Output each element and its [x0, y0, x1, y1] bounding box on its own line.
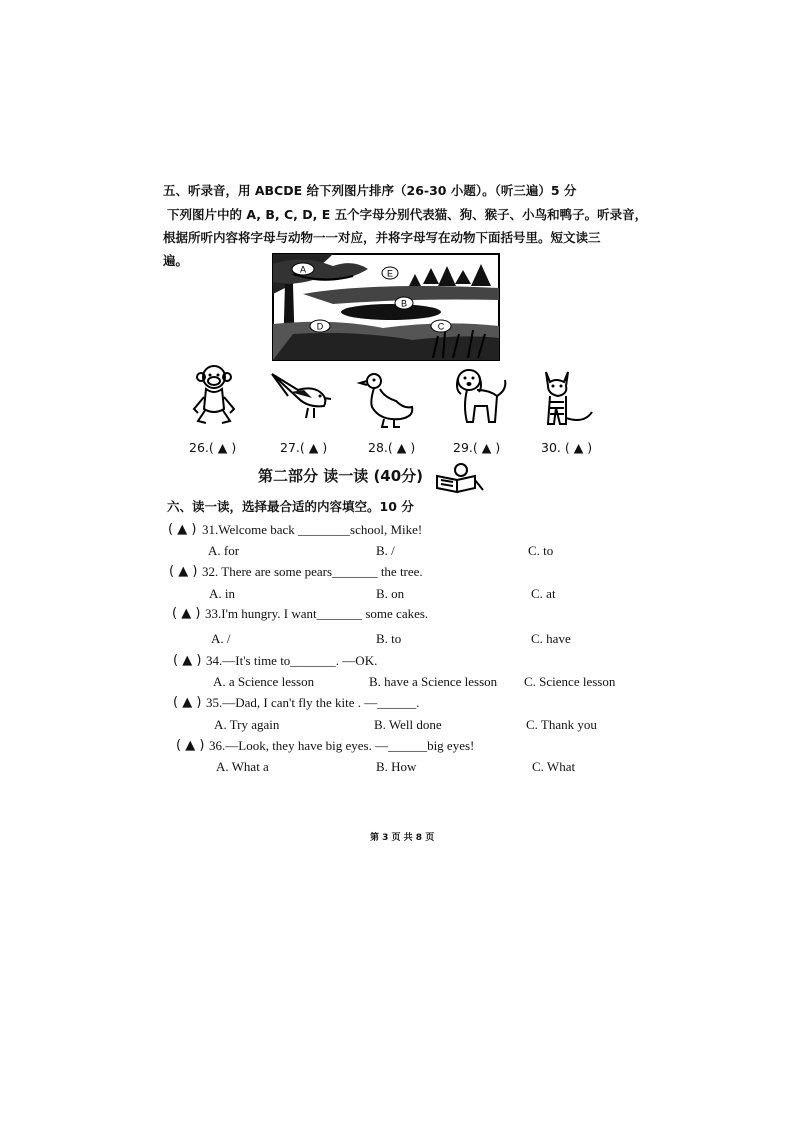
scene-letter-d: D — [316, 321, 324, 332]
item-26-answer[interactable]: 26.( ▲ ) — [189, 440, 237, 455]
q31-option-b[interactable]: B. / — [376, 543, 395, 558]
q31-option-c[interactable]: C. to — [528, 543, 554, 558]
q35-option-c[interactable]: C. Thank you — [526, 717, 597, 732]
q36-option-c[interactable]: C. What — [532, 759, 576, 774]
scene-letter-e: E — [386, 268, 394, 279]
q34-option-a[interactable]: A. a Science lesson — [213, 674, 315, 689]
bird-icon — [268, 368, 332, 420]
q32-mark[interactable]: ( ▲ ) — [169, 564, 198, 579]
q32-option-b[interactable]: B. on — [376, 586, 405, 601]
q35-mark[interactable]: ( ▲ ) — [173, 695, 202, 710]
item-27-answer[interactable]: 27.( ▲ ) — [280, 440, 328, 455]
q36-text: 36.—Look, they have big eyes. —______big eyes! — [209, 738, 475, 753]
q33-option-b[interactable]: B. to — [376, 631, 402, 646]
q33-option-c[interactable]: C. have — [531, 631, 571, 646]
q32-option-a[interactable]: A. in — [209, 586, 235, 601]
section5-instruction-line1: 下列图片中的 A, B, C, D, E 五个字母分别代表猫、狗、猴子、小鸟和鸭子。听录音， — [167, 207, 648, 222]
section6-heading: 六、读一读，选择最合适的内容填空。10 分 — [167, 499, 414, 514]
dog-icon — [453, 366, 509, 428]
q34-option-b[interactable]: B. have a Science lesson — [369, 674, 498, 689]
scene-letter-b: B — [400, 298, 408, 309]
q33-option-a[interactable]: A. / — [211, 631, 231, 646]
scene-letter-a: A — [299, 264, 307, 275]
q32-option-c[interactable]: C. at — [531, 586, 556, 601]
q35-option-b[interactable]: B. Well done — [374, 717, 442, 732]
section5-instruction-line3: 遍。 — [163, 253, 189, 268]
section5-instruction-line2: 根据所听内容将字母与动物一一对应，并将字母写在动物下面括号里。短文读三 — [163, 230, 601, 245]
monkey-icon — [188, 363, 240, 427]
q33-text: 33.I'm hungry. I want_______ some cakes. — [205, 606, 429, 621]
q32-text: 32. There are some pears_______ the tree. — [202, 564, 423, 579]
page-footer: 第 3 页 共 8 页 — [370, 833, 435, 843]
item-30-answer[interactable]: 30. ( ▲ ) — [541, 440, 593, 455]
q33-mark[interactable]: ( ▲ ) — [172, 606, 201, 621]
q36-option-b[interactable]: B. How — [376, 759, 417, 774]
q35-option-a[interactable]: A. Try again — [214, 717, 280, 732]
q31-mark[interactable]: ( ▲ ) — [168, 522, 197, 537]
q35-text: 35.—Dad, I can't fly the kite . —______. — [206, 695, 420, 710]
q36-mark[interactable]: ( ▲ ) — [176, 738, 205, 753]
q34-text: 34.—It's time to_______. —OK. — [206, 653, 378, 668]
part2-title: 第二部分 读一读 (40分) — [258, 467, 424, 485]
q31-text: 31.Welcome back ________school, Mike! — [202, 522, 423, 537]
cat-icon — [540, 368, 596, 428]
q34-mark[interactable]: ( ▲ ) — [173, 653, 202, 668]
scene-letter-c: C — [437, 321, 445, 332]
q31-option-a[interactable]: A. for — [208, 543, 240, 558]
reading-child-icon — [435, 462, 485, 494]
scene-picture — [273, 254, 499, 360]
section5-heading: 五、听录音，用 ABCDE 给下列图片排序（26-30 小题）。（听三遍）5 分 — [163, 183, 577, 198]
q34-option-c[interactable]: C. Science lesson — [524, 674, 616, 689]
item-28-answer[interactable]: 28.( ▲ ) — [368, 440, 416, 455]
item-29-answer[interactable]: 29.( ▲ ) — [453, 440, 501, 455]
duck-icon — [360, 371, 416, 429]
q36-option-a[interactable]: A. What a — [216, 759, 269, 774]
